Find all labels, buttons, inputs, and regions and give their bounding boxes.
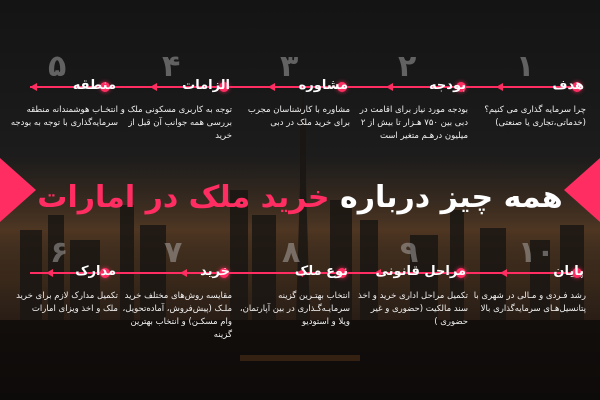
step-5-number: ۵ <box>48 49 67 84</box>
step-7-arrow <box>180 269 187 277</box>
page-headline <box>0 178 600 218</box>
step-2-number: ۲ <box>398 49 417 84</box>
step-10-arrow <box>500 269 507 277</box>
step-9-description: تکمیل مراحل اداری خرید و اخذ سند مالکیت (حضوری و غیر حضوری ) <box>357 291 468 327</box>
step-9-title: مراحل قانونی <box>375 264 466 279</box>
step-5-description: انتخـاب هوشمندانه منطقه سرمایه‌گذاری با توجه به بودجه <box>10 105 118 128</box>
step-4-description: توجه به کاربری مسکونی ملک و بررسی همه جوانب آن قبل از خرید <box>120 105 232 141</box>
step-6-number: ۶ <box>50 235 69 270</box>
step-1-arrow <box>496 83 503 91</box>
step-7-title: خرید <box>200 264 230 279</box>
step-2-title: بودجه <box>429 78 466 93</box>
step-5-arrow <box>30 83 37 91</box>
step-2-arrow <box>386 83 393 91</box>
headline-pink-part: خرید ملک در امارات <box>37 180 330 215</box>
step-3-description: مشاوره با کارشناسان مجرب برای خرید ملک در دبی <box>247 105 350 128</box>
step-8-title: نوع ملک <box>294 264 348 279</box>
step-8-number: ۸ <box>282 235 301 270</box>
top-steps-row <box>0 49 600 182</box>
step-1-title: هدف <box>552 78 584 93</box>
step-3-number: ۳ <box>280 49 299 84</box>
step-7-description: مقایسه روش‌های مختلف خرید ملـک (پیش‌فروش، آماده‌تحویل، وام مسکـن) و انتخاب بهترین گزینه <box>122 291 232 340</box>
step-10-title: پایان <box>553 264 584 279</box>
step-4-number: ۴ <box>162 49 181 84</box>
headline-white-part: همه چیز درباره <box>340 180 563 215</box>
step-6-description: تکمیل مدارک لازم برای خرید ملک و اخذ ویزای امارات <box>16 291 118 314</box>
step-6-title: مدارک <box>75 264 116 279</box>
step-7-number: ۷ <box>164 235 183 270</box>
step-10-number: ۱۰ <box>518 235 555 270</box>
step-1-number: ۱ <box>516 49 535 84</box>
step-5-title: منطقه <box>72 78 116 93</box>
step-4-title: الزامات <box>182 78 230 93</box>
bottom-steps-row <box>0 235 600 388</box>
step-1-description: چرا سرمایه گذاری می کنیم؟ (خدماتی،تجاری یا صنعتی) <box>484 105 586 128</box>
step-2-description: بودجه مورد نیاز برای اقامت در دبی بین ۷۵۰ هـزار تا بیش از ۲ میلیون درهـم متغیر است <box>359 105 468 141</box>
step-9-number: ۹ <box>400 235 419 270</box>
step-8-description: انتخاب بهتـرین گزینه سرمایـه‌گـذاری در بین آپارتمان، ویلا و استودیو <box>239 291 350 327</box>
step-4-arrow <box>150 83 157 91</box>
step-3-arrow <box>268 83 275 91</box>
step-6-arrow <box>46 269 53 277</box>
step-3-title: مشاوره <box>298 78 348 93</box>
step-10-description: رشد فـردی و مـالی در شهری با پتانسیل‌هـای سرمایه‌گذاری بالا <box>473 291 586 314</box>
